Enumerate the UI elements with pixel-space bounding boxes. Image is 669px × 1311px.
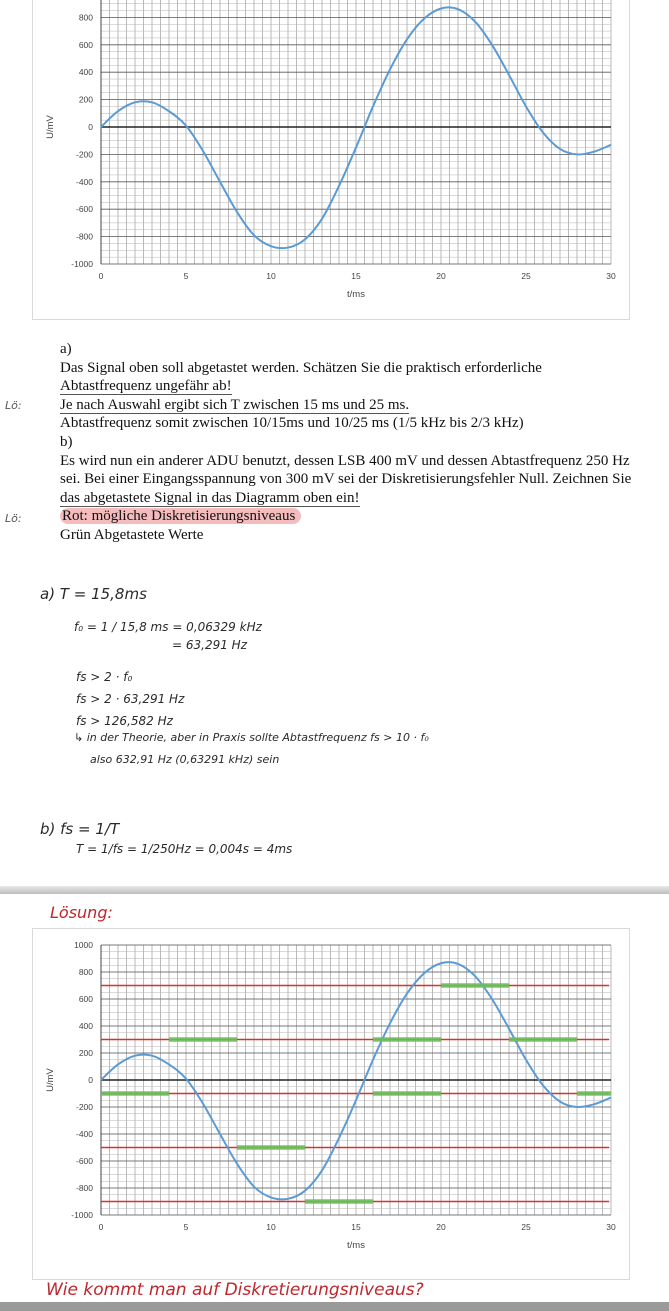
x-tick-label: 20 (436, 1222, 446, 1232)
x-tick-label: 10 (266, 1222, 276, 1232)
part-b-question-line1: Es wird nun ein anderer ADU benutzt, dessen LSB 400 mV und dessen Abtastfrequenz 250 Hz (60, 452, 630, 469)
answer-mark-a: Lö: (5, 399, 22, 412)
x-tick-label: 0 (98, 271, 104, 281)
part-a-answer-line1: Je nach Auswahl ergibt sich T zwischen 15 ms und 25 ms. (60, 396, 410, 413)
y-tick-label: -200 (75, 149, 93, 160)
y-tick-label: -600 (75, 204, 93, 215)
grid (101, 0, 611, 264)
x-tick-label: 5 (183, 1222, 189, 1232)
x-tick-label: 15 (351, 271, 361, 281)
bottom-scrollbar (0, 1302, 669, 1311)
x-tick-label: 0 (98, 1222, 104, 1232)
y-tick-label: -800 (75, 231, 93, 242)
handwriting-period: a) T = 15,8ms (40, 585, 147, 603)
part-b-question-line2: sei. Bei einer Eingangsspannung von 300 mV sei der Diskretisierungsfehler Null. Zeichnen Sie (60, 471, 632, 488)
part-a-label: a) (60, 341, 72, 357)
signal-chart-solution-svg (33, 929, 629, 1279)
handwriting-practice-value: also 632,91 Hz (0,63291 kHz) sein (90, 753, 280, 766)
x-axis-label: t/ms (347, 289, 365, 300)
part-a-answer-line2: Abtastfrequenz somit zwischen 10/15ms und 10/25 ms (1/5 kHz bis 2/3 kHz) (60, 415, 524, 432)
answer-mark-b: Lö: (5, 512, 22, 525)
y-tick-label: -600 (75, 1156, 93, 1166)
y-tick-label: -200 (75, 1102, 93, 1112)
y-tick-label: -400 (75, 1129, 93, 1139)
part-b-answer-green: Grün Abgetastete Werte (60, 526, 204, 543)
solution-heading: Lösung: (50, 903, 113, 922)
question-note: Wie kommt man auf Diskretierungsniveaus? (46, 1280, 424, 1300)
part-a-question-line1: Das Signal oben soll abgetastet werden. Schätzen Sie die praktisch erforderliche (60, 359, 542, 376)
handwriting-nyquist-value: fs > 2 · 63,291 Hz (76, 692, 185, 706)
handwriting-frequency-hz: = 63,291 Hz (172, 638, 247, 652)
y-axis-label: U/mV (45, 1068, 56, 1092)
x-tick-label: 20 (436, 271, 446, 281)
y-tick-label: 600 (78, 39, 93, 50)
handwriting-frequency: f₀ = 1 / 15,8 ms = 0,06329 kHz (74, 620, 262, 634)
x-tick-label: 30 (606, 271, 616, 281)
y-tick-label: -800 (75, 1183, 93, 1193)
part-b-question-line3: das abgetastete Signal in das Diagramm oben ein! (60, 489, 360, 506)
y-tick-label: 800 (78, 12, 93, 23)
handwriting-practice-note: ↳ in der Theorie, aber in Praxis sollte Abtastfrequenz fs > 10 · f₀ (74, 731, 429, 744)
y-tick-label: 0 (88, 1075, 93, 1085)
x-tick-label: 15 (351, 1222, 361, 1232)
x-tick-label: 5 (183, 271, 189, 281)
page-separator (0, 886, 669, 894)
x-tick-label: 30 (606, 1222, 616, 1232)
x-tick-label: 10 (266, 271, 276, 281)
signal-chart-top (32, 0, 630, 320)
handwriting-nyquist-result: fs > 126,582 Hz (76, 714, 173, 728)
y-tick-label: 600 (78, 994, 93, 1004)
handwriting-sampling-period: T = 1/fs = 1/250Hz = 0,004s = 4ms (76, 842, 293, 856)
x-tick-label: 25 (521, 1222, 531, 1232)
part-b-answer-red: Rot: mögliche Diskretisierungsniveaus (60, 508, 301, 524)
handwriting-sampling-formula: b) fs = 1/T (40, 820, 120, 838)
y-tick-label: 200 (78, 1048, 93, 1058)
x-tick-label: 25 (521, 271, 531, 281)
part-a-question-line2: Abtastfrequenz ungefähr ab! (60, 378, 232, 395)
y-tick-label: 400 (78, 1021, 93, 1031)
y-tick-label: 1000 (74, 940, 93, 950)
y-tick-label: 0 (88, 122, 93, 132)
signal-chart-top-svg (33, 0, 629, 319)
x-axis-label: t/ms (347, 1240, 365, 1251)
part-b-label: b) (60, 433, 73, 450)
y-axis-label: U/mV (45, 115, 56, 139)
exercise-text (60, 340, 660, 545)
signal-chart-solution (32, 928, 630, 1280)
y-tick-label: -1000 (71, 1210, 93, 1220)
y-tick-label: 200 (78, 94, 93, 105)
y-tick-label: 800 (78, 967, 93, 977)
y-tick-label: -1000 (71, 259, 93, 269)
y-tick-label: -400 (75, 176, 93, 187)
handwriting-nyquist: fs > 2 · f₀ (76, 670, 133, 684)
y-tick-label: 400 (78, 67, 93, 78)
